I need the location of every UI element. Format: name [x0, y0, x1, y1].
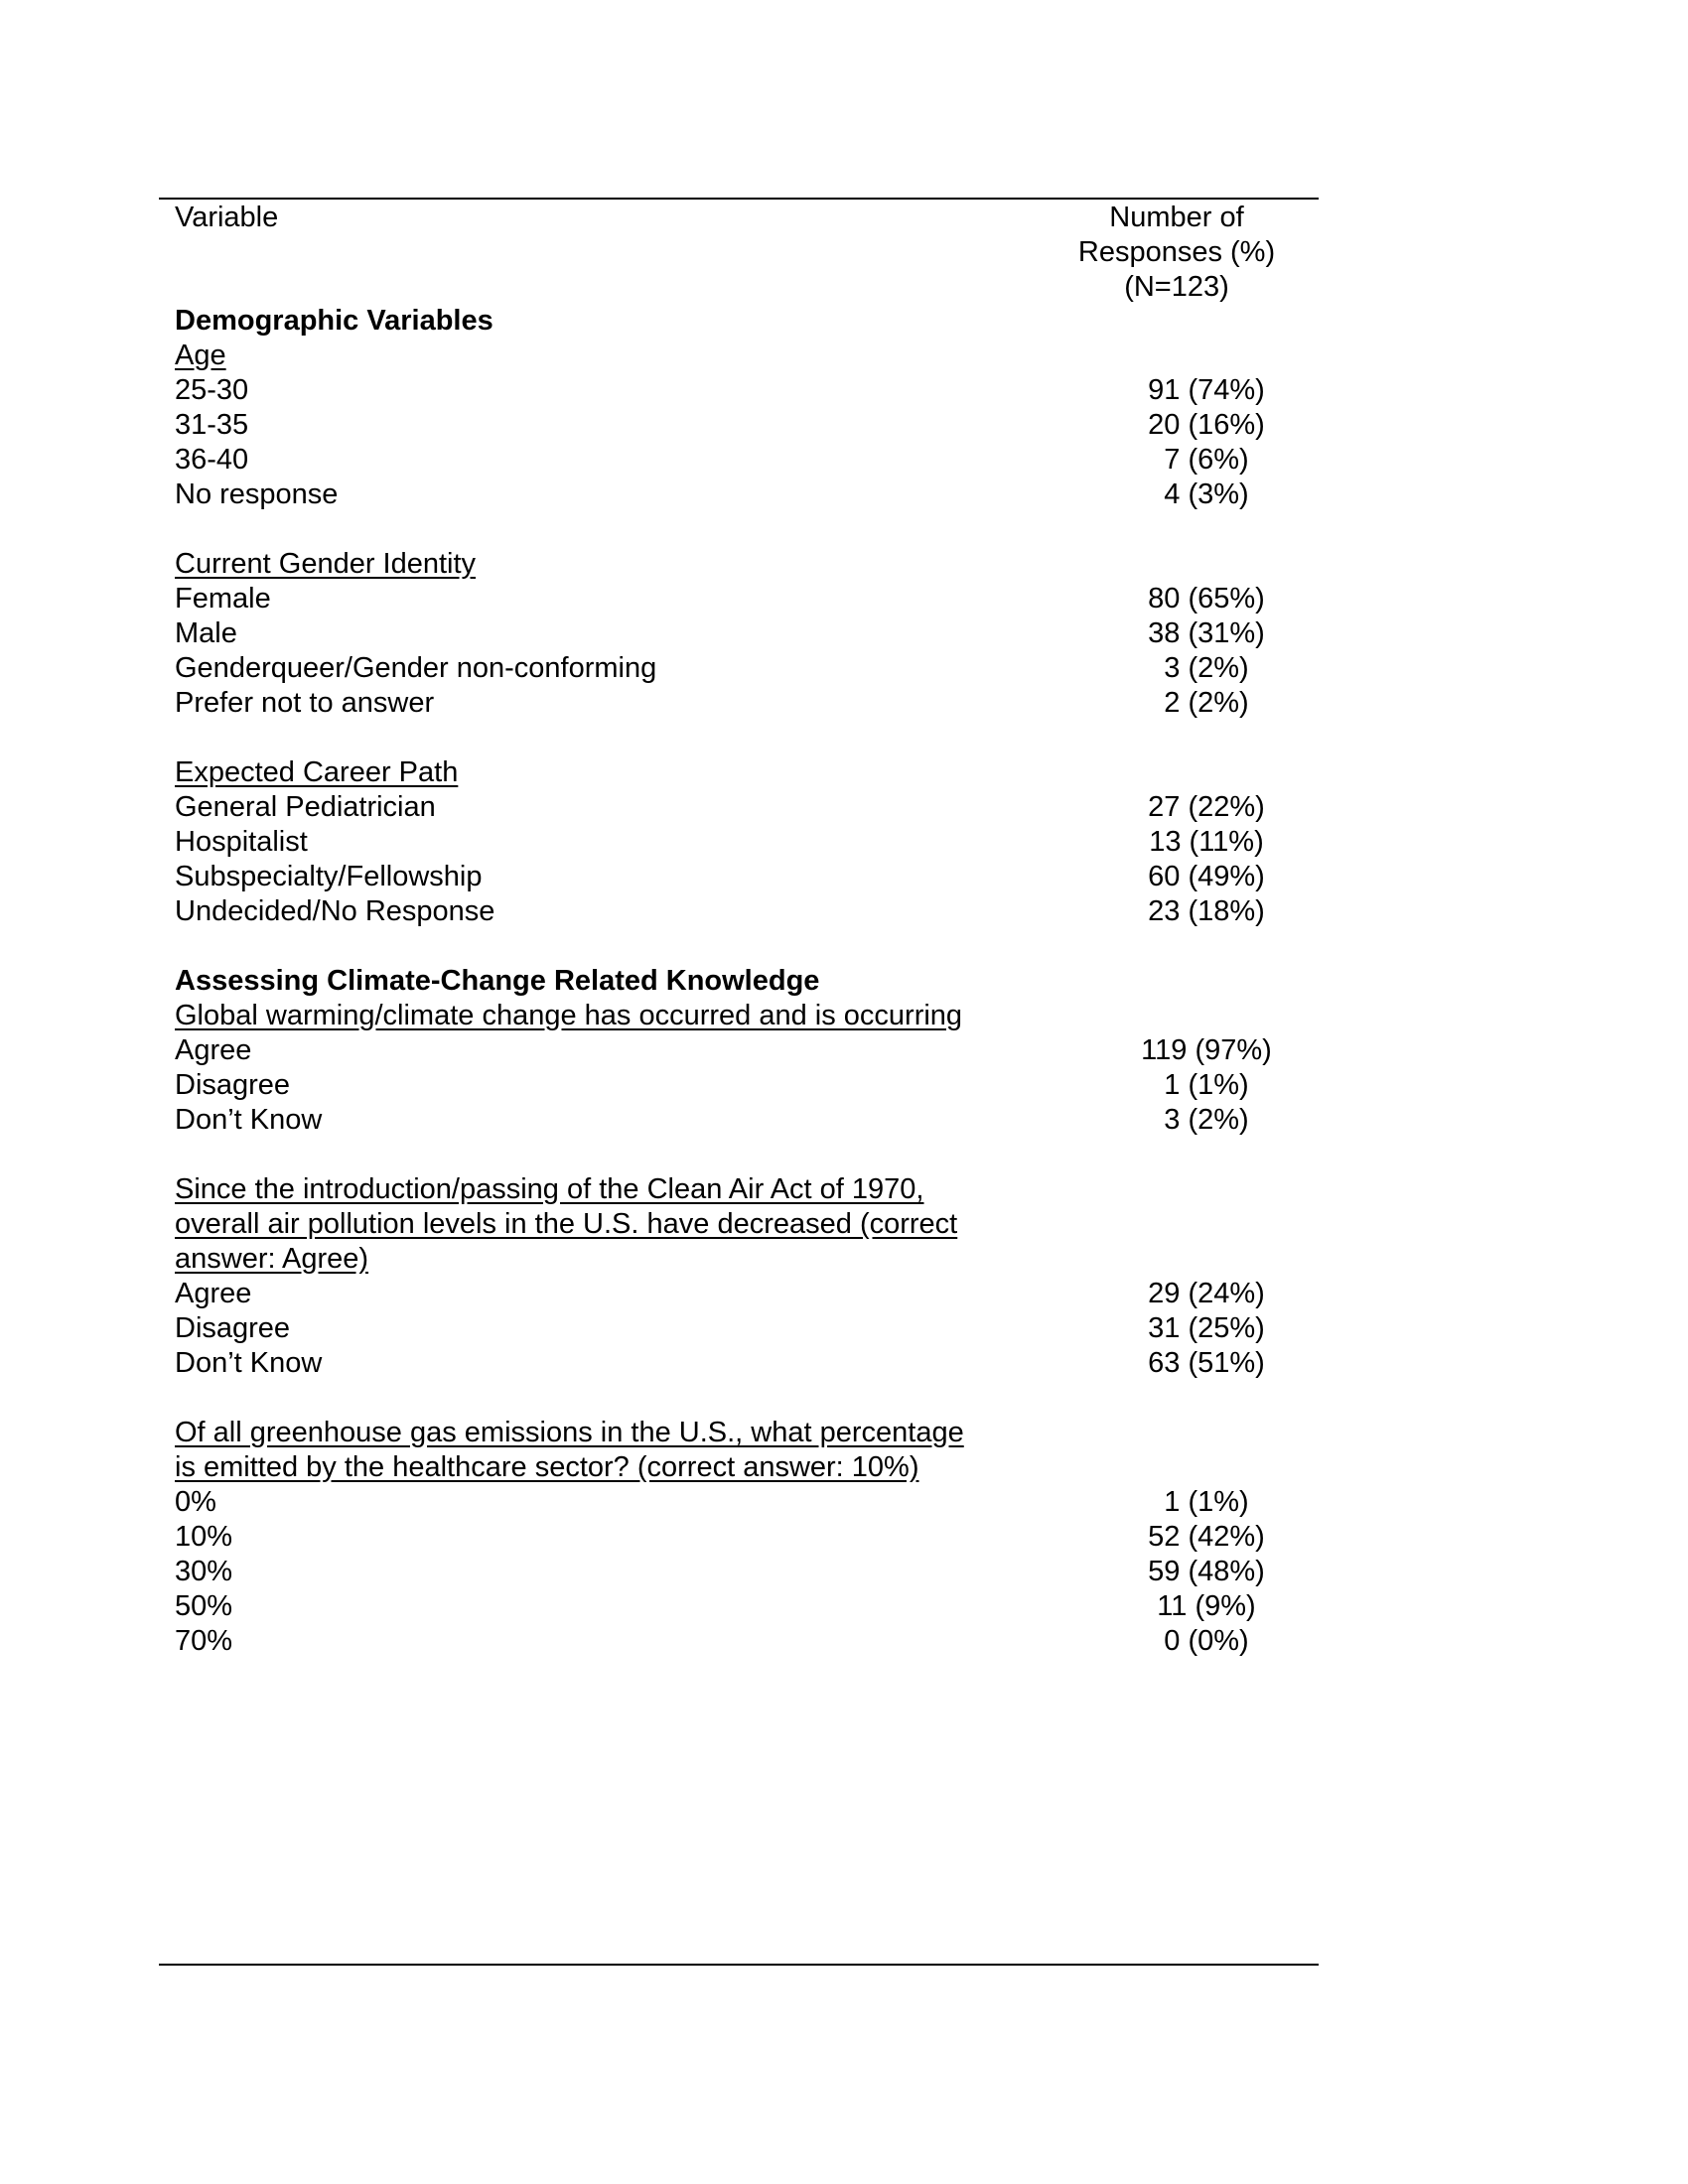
group-heading [175, 547, 1327, 582]
section-title [175, 964, 1327, 999]
table-row [175, 478, 1327, 512]
section-title-text: Demographic Variables [175, 305, 493, 337]
table-top-rule [159, 198, 1319, 200]
row-label: Agree [175, 1034, 252, 1066]
row-value: 11 (9%) [1157, 1590, 1256, 1622]
row-label: 30% [175, 1556, 233, 1587]
spacer [175, 512, 1327, 547]
row-label: 36-40 [175, 444, 249, 476]
group-heading [175, 1172, 1327, 1207]
table-row [175, 1589, 1327, 1624]
row-value: 27 (22%) [1148, 791, 1265, 823]
row-label: 70% [175, 1625, 233, 1657]
row-label: Disagree [175, 1069, 291, 1101]
group-heading [175, 999, 1327, 1033]
section-title-text: Assessing Climate-Change Related Knowledge [175, 965, 820, 997]
row-label: 10% [175, 1521, 233, 1553]
group-heading [175, 1242, 1327, 1277]
column-header-variable: Variable [175, 202, 279, 233]
table-row [175, 1555, 1327, 1589]
table-row [175, 1068, 1327, 1103]
table-row [175, 1485, 1327, 1520]
table-row [175, 894, 1327, 929]
row-value: 2 (2%) [1164, 687, 1249, 719]
row-value: 31 (25%) [1148, 1312, 1265, 1344]
row-value: 60 (49%) [1148, 861, 1265, 892]
row-label: Don’t Know [175, 1104, 323, 1136]
table-row [175, 408, 1327, 443]
table-row [175, 1624, 1327, 1659]
row-label: Male [175, 617, 237, 649]
group-heading [175, 339, 1327, 373]
group-heading-text: answer: Agree) [175, 1243, 369, 1275]
row-label: 25-30 [175, 374, 249, 406]
table-row [175, 1103, 1327, 1138]
row-value: 23 (18%) [1148, 895, 1265, 927]
column-header-line: (N=123) [1124, 271, 1229, 303]
row-label: General Pediatrician [175, 791, 436, 823]
table-row [175, 373, 1327, 408]
row-value: 38 (31%) [1148, 617, 1265, 649]
table-row [175, 1311, 1327, 1346]
section-title [175, 304, 1327, 339]
row-label: Undecided/No Response [175, 895, 495, 927]
column-header-line: Responses (%) [1077, 236, 1276, 268]
table-row [175, 1346, 1327, 1381]
group-heading-text: Since the introduction/passing of the Clean Air Act of 1970, [175, 1173, 924, 1205]
spacer [175, 1381, 1327, 1416]
row-label: Subspecialty/Fellowship [175, 861, 483, 892]
row-value: 119 (97%) [1141, 1034, 1272, 1066]
row-label: No response [175, 478, 339, 510]
row-label: 0% [175, 1486, 216, 1518]
row-value: 7 (6%) [1164, 444, 1249, 476]
group-heading [175, 1450, 1327, 1485]
row-value: 20 (16%) [1148, 409, 1265, 441]
group-heading [175, 1416, 1327, 1450]
row-value: 63 (51%) [1148, 1347, 1265, 1379]
table-bottom-rule [159, 1964, 1319, 1966]
row-label: 50% [175, 1590, 233, 1622]
row-value: 91 (74%) [1148, 374, 1265, 406]
table-row [175, 582, 1327, 616]
row-value: 1 (1%) [1164, 1069, 1249, 1101]
row-value: 1 (1%) [1164, 1486, 1249, 1518]
row-value: 59 (48%) [1148, 1556, 1265, 1587]
row-value: 0 (0%) [1164, 1625, 1249, 1657]
table-row [175, 790, 1327, 825]
row-value: 52 (42%) [1148, 1521, 1265, 1553]
group-heading-text: Current Gender Identity [175, 548, 477, 580]
row-label: 31-35 [175, 409, 249, 441]
spacer [175, 721, 1327, 755]
group-heading-text: overall air pollution levels in the U.S. have decreased (correct [175, 1208, 958, 1240]
table-row [175, 1277, 1327, 1311]
spacer [175, 1138, 1327, 1172]
table-body [175, 304, 1327, 1659]
table-row [175, 1033, 1327, 1068]
table-row [175, 1520, 1327, 1555]
group-heading [175, 755, 1327, 790]
row-label: Female [175, 583, 271, 614]
spacer [175, 929, 1327, 964]
column-header-number-of-responses [1033, 201, 1321, 305]
row-value: 3 (2%) [1164, 1104, 1249, 1136]
table-row [175, 443, 1327, 478]
row-label: Genderqueer/Gender non-conforming [175, 652, 657, 684]
group-heading-text: Expected Career Path [175, 756, 459, 788]
group-heading-text: Age [175, 340, 226, 371]
row-label: Disagree [175, 1312, 291, 1344]
row-value: 13 (11%) [1149, 826, 1264, 858]
row-value: 4 (3%) [1164, 478, 1249, 510]
row-label: Prefer not to answer [175, 687, 435, 719]
table-row [175, 686, 1327, 721]
table-row [175, 651, 1327, 686]
group-heading-text: Of all greenhouse gas emissions in the U.S., what percentage [175, 1417, 964, 1448]
group-heading [175, 1207, 1327, 1242]
table-row [175, 825, 1327, 860]
group-heading-text: is emitted by the healthcare sector? (correct answer: 10%) [175, 1451, 919, 1483]
group-heading-text: Global warming/climate change has occurred and is occurring [175, 1000, 963, 1031]
row-label: Agree [175, 1278, 252, 1309]
column-header-line: Number of [1109, 202, 1244, 233]
row-value: 3 (2%) [1164, 652, 1249, 684]
row-value: 29 (24%) [1148, 1278, 1265, 1309]
row-label: Don’t Know [175, 1347, 323, 1379]
row-label: Hospitalist [175, 826, 308, 858]
row-value: 80 (65%) [1148, 583, 1265, 614]
table-row [175, 860, 1327, 894]
table-row [175, 616, 1327, 651]
